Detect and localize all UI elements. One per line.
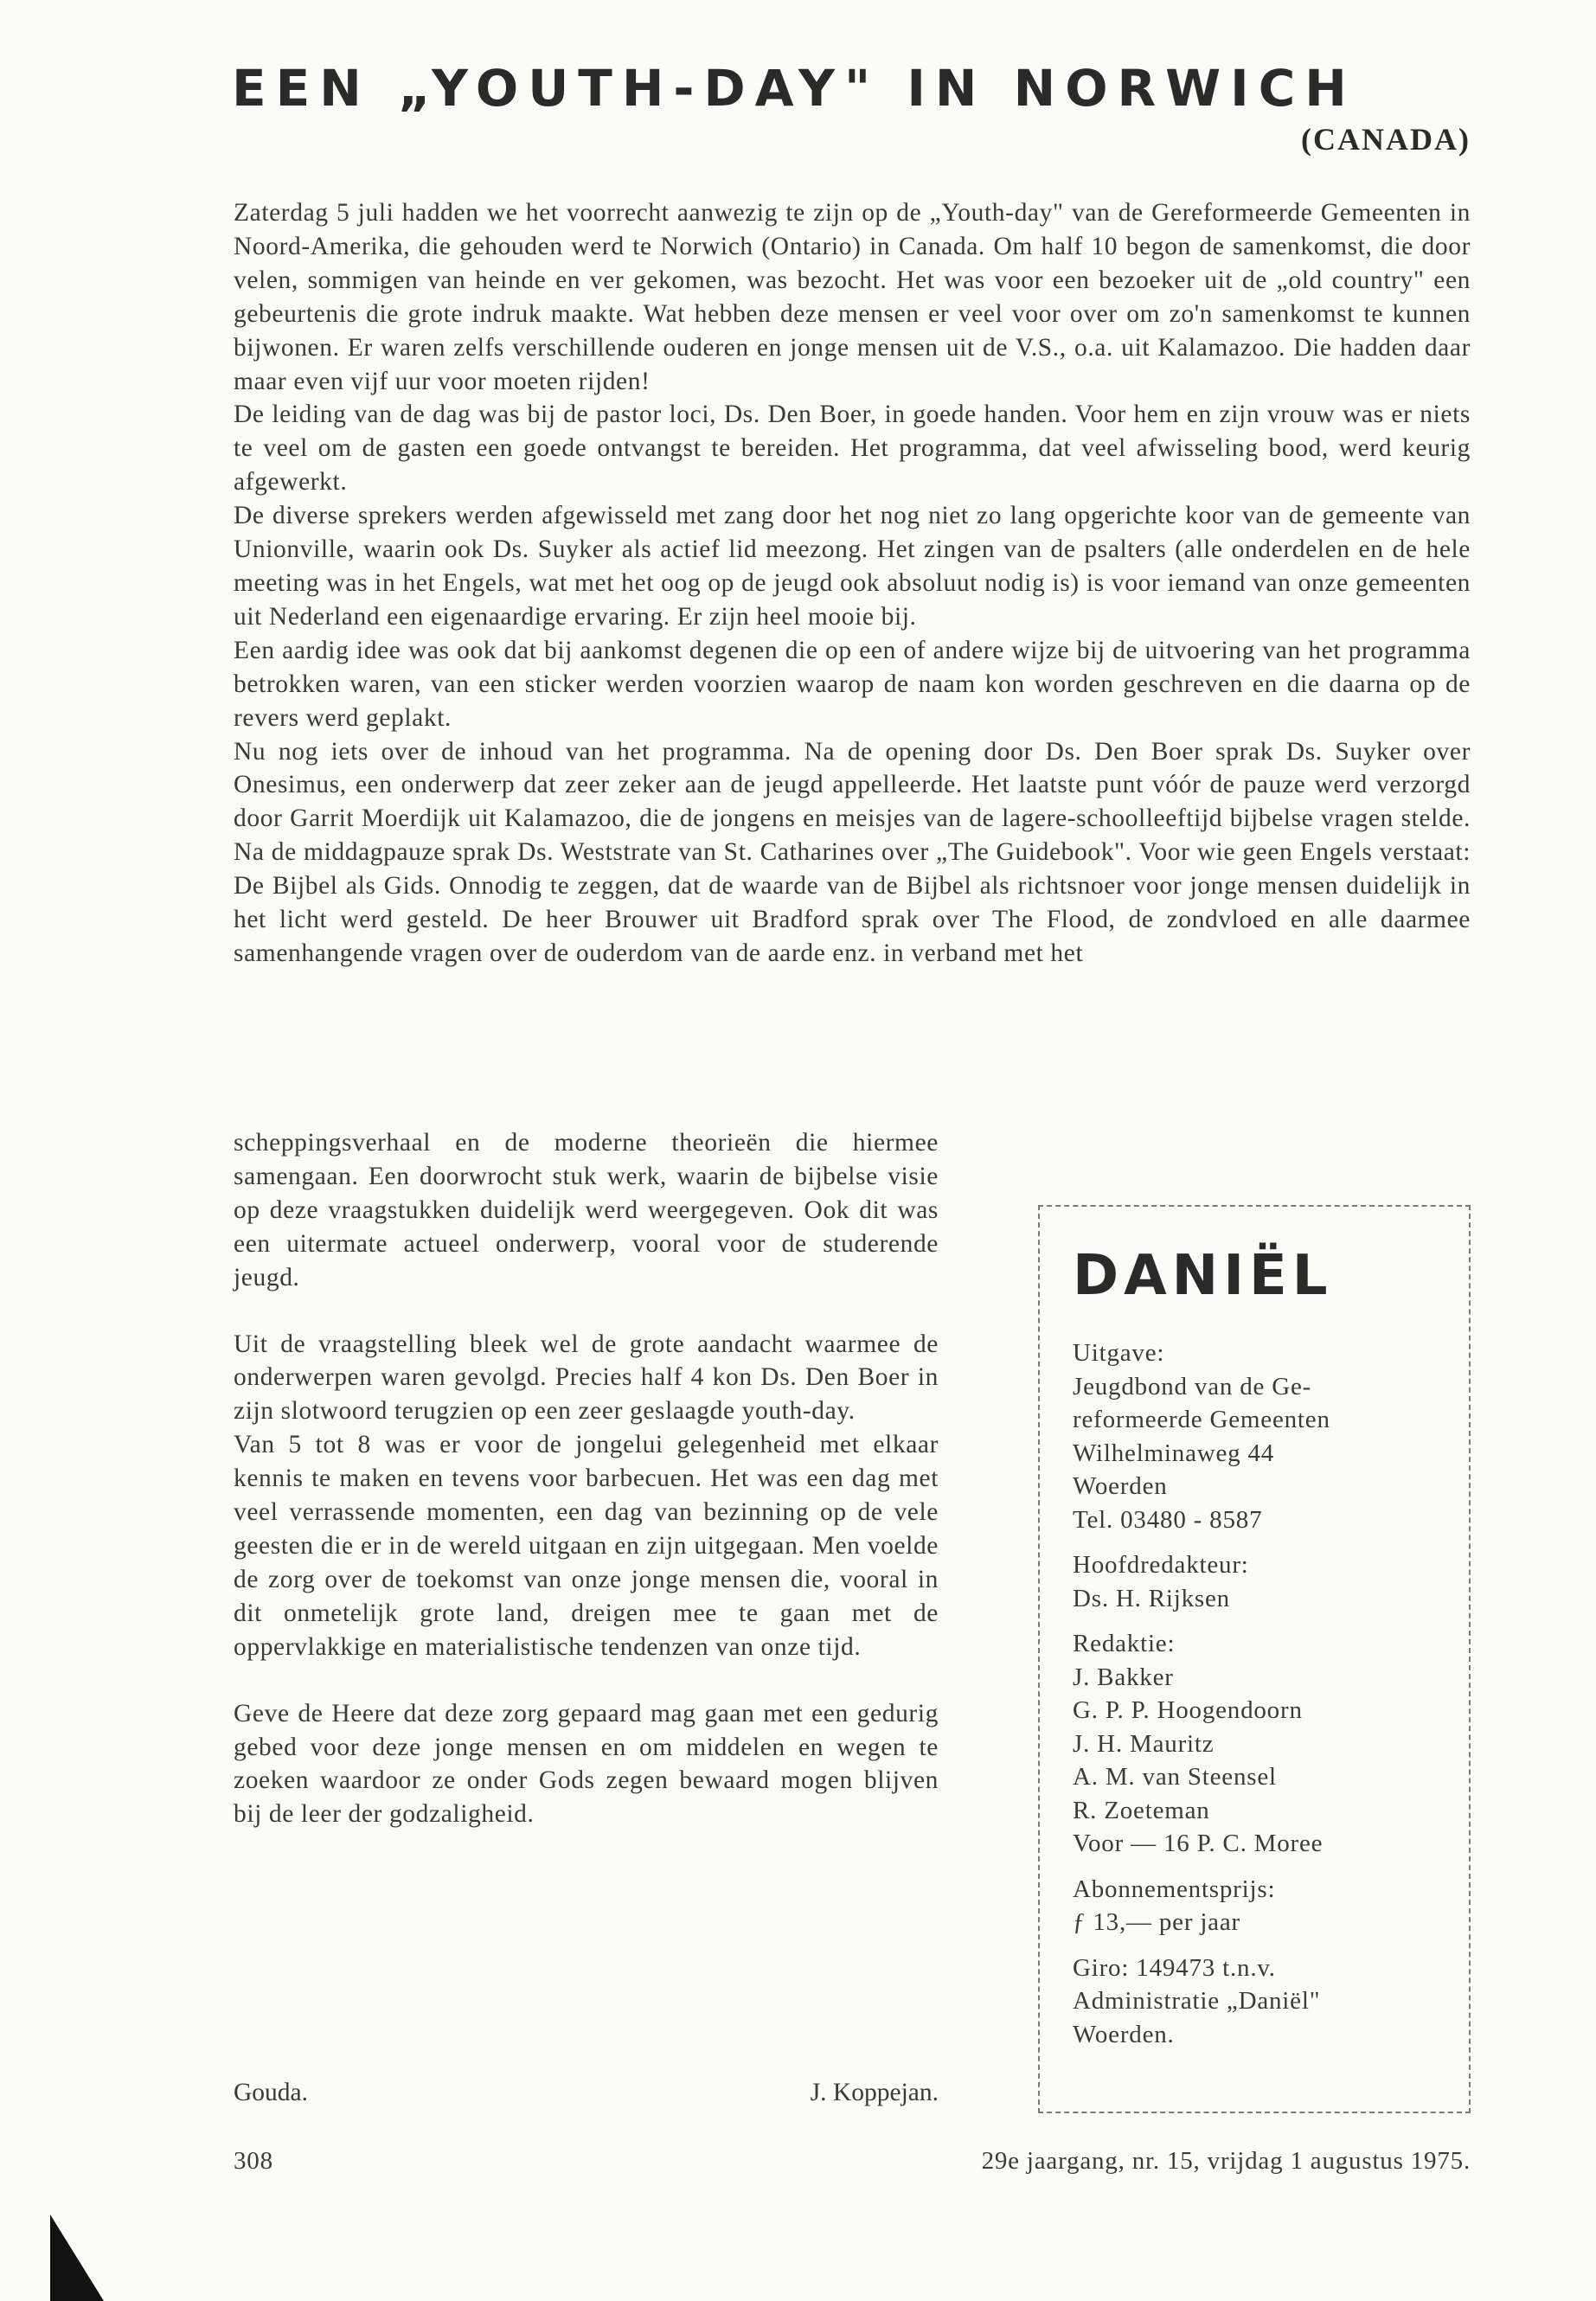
editorial-group	[1073, 1627, 1443, 1861]
paragraph: Van 5 tot 8 was er voor de jongelui gelegenheid met elkaar kennis te maken en tevens voor barbecuen. Het was een dag met veel verrassende momenten, een dag van bezinning op de vele geesten die er in de wereld uitgaan en zijn uitgegaan. Men voelde de zorg over de toekomst van onze jonge mensen die, vooral in dit onmetelijk grote land, dreigen mee te gaan met de oppervlakkige en materialistische tendenzen van onze tijd.	[234, 1431, 939, 1661]
giro-line: Administratie „Daniël"	[1073, 1987, 1321, 2015]
signature-line	[234, 2079, 939, 2107]
editor-in-chief-group	[1073, 1548, 1443, 1615]
publisher-line: reformeerde Gemeenten	[1073, 1406, 1330, 1433]
publisher-label: Uitgave:	[1073, 1339, 1165, 1367]
article-body-column	[234, 1126, 939, 1831]
paragraph: Nu nog iets over de inhoud van het programma. Na de opening door Ds. Den Boer sprak Ds. Suyker over Onesimus, een onderwerp dat zeer zeker aan de jeugd appelleerde. Het laatste punt vóór de pauze werd verzorgd door Garrit Moerdijk uit Kalamazoo, die de jongens en meisjes van de lagere-schoolleeftijd bijbelse vragen stelde. Na de middagpauze sprak Ds. Weststrate van St. Catharines over „The Guidebook". Voor wie geen Engels verstaat: De Bijbel als Gids. Onnodig te zeggen, dat de waarde van de Bijbel als richtsnoer voor jonge mensen duidelijk in het licht werd gesteld. De heer Brouwer uit Bradford sprak over The Flood, de zondvloed en alle daarmee samenhangende vragen over de ouderdom van de aarde enz. in verband met het	[234, 737, 1471, 967]
paragraph: Geve de Heere dat deze zorg gepaard mag gaan met een gedurig gebed voor deze jonge mensen en om middelen en wegen te zoeken waardoor ze onder Gods zegen bewaard mogen blijven bij de leer der godzaligheid.	[234, 1699, 939, 1829]
scan-corner-mark	[50, 2214, 104, 2301]
masthead-title: DANIËL	[1073, 1244, 1333, 1308]
masthead-box	[1038, 1205, 1471, 2113]
editor: A. M. van Steensel	[1073, 1763, 1277, 1791]
paragraph: De leiding van de dag was bij de pastor loci, Ds. Den Boer, in goede handen. Voor hem en zijn vrouw was er niets te veel om de gasten een goede ontvangst te bereiden. Het programma, dat veel afwisseling bood, werd keurig afgewerkt.	[234, 401, 1471, 497]
article-body-top	[234, 196, 1471, 971]
article-title: EEN „YOUTH-DAY" IN NORWICH	[232, 59, 1356, 118]
editor: J. Bakker	[1073, 1663, 1174, 1691]
publisher-line: Jeugdbond van de Ge-	[1073, 1372, 1312, 1400]
article-subtitle: (CANADA)	[1301, 122, 1471, 157]
editor: G. P. P. Hoogendoorn	[1073, 1696, 1303, 1724]
giro-line: Giro: 149473 t.n.v.	[1073, 1953, 1276, 1982]
paragraph: Een aardig idee was ook dat bij aankomst degenen die op een of andere wijze bij de uitvoering van het programma betrokken waren, van een sticker werden voorzien waarop de naam kon worden geschreven en die daarna op de revers werd geplakt.	[234, 636, 1471, 732]
editor-in-chief: Ds. H. Rijksen	[1073, 1584, 1230, 1612]
author: J. Koppejan.	[810, 2079, 939, 2106]
subscription-price: ƒ 13,— per jaar	[1073, 1908, 1240, 1936]
publisher-line: Wilhelminaweg 44	[1073, 1439, 1275, 1467]
editor: J. H. Mauritz	[1073, 1729, 1215, 1758]
issue-info: 29e jaargang, nr. 15, vrijdag 1 augustus 1975.	[981, 2147, 1471, 2175]
publisher-group	[1073, 1336, 1443, 1536]
subscription-group	[1073, 1873, 1443, 1939]
giro-line: Woerden.	[1073, 2020, 1175, 2048]
editor: Voor — 16 P. C. Moree	[1073, 1830, 1324, 1857]
paragraph: Uit de vraagstelling bleek wel de grote aandacht waarmee de onderwerpen waren gevolgd. Precies half 4 kon Ds. Den Boer in zijn slotwoord terugzien op een zeer geslaagde youth-day.	[234, 1330, 939, 1426]
editor: R. Zoeteman	[1073, 1796, 1210, 1824]
page-number: 308	[234, 2147, 273, 2175]
paragraph: De diverse sprekers werden afgewisseld met zang door het nog niet zo lang opgerichte koor van de gemeente van Unionville, waarin ook Ds. Suyker als actief lid meezong. Het zingen van de psalters (alle onderdelen en de hele meeting was in het Engels, wat met het oog op de jeugd ook absoluut nodig is) is voor iemand van onze gemeenten uit Nederland een eigenaardige ervaring. Er zijn heel mooie bij.	[234, 502, 1471, 631]
paragraph: scheppingsverhaal en de moderne theorieën die hiermee samengaan. Een doorwrocht stuk werk, waarin de bijbelse visie op deze vraagstukken duidelijk werd weergegeven. Ook dit was een uitermate actueel onderwerp, vooral voor de studerende jeugd.	[234, 1129, 939, 1292]
giro-group	[1073, 1952, 1443, 2052]
publisher-line: Woerden	[1073, 1472, 1168, 1500]
publisher-line: Tel. 03480 - 8587	[1073, 1505, 1263, 1534]
place: Gouda.	[234, 2079, 309, 2106]
editor-in-chief-label: Hoofdredakteur:	[1073, 1551, 1249, 1579]
editorial-label: Redaktie:	[1073, 1630, 1176, 1657]
subscription-label: Abonnementsprijs:	[1073, 1875, 1276, 1903]
paragraph: Zaterdag 5 juli hadden we het voorrecht aanwezig te zijn op de „Youth-day" van de Gereformeerde Gemeenten in Noord-Amerika, die gehouden werd te Norwich (Ontario) in Canada. Om half 10 begon de samenkomst, die door velen, sommigen van heinde en ver gekomen, was bezocht. Het was voor een bezoeker uit de „old country" een gebeurtenis die grote indruk maakte. Wat hebben deze mensen er veel voor over om zo'n samenkomst te kunnen bijwonen. Er waren zelfs verschillende ouderen en jonge mensen uit de V.S., o.a. uit Kalamazoo. Die hadden daar maar even vijf uur voor moeten rijden!	[234, 199, 1471, 395]
page-footer	[234, 2147, 1471, 2176]
